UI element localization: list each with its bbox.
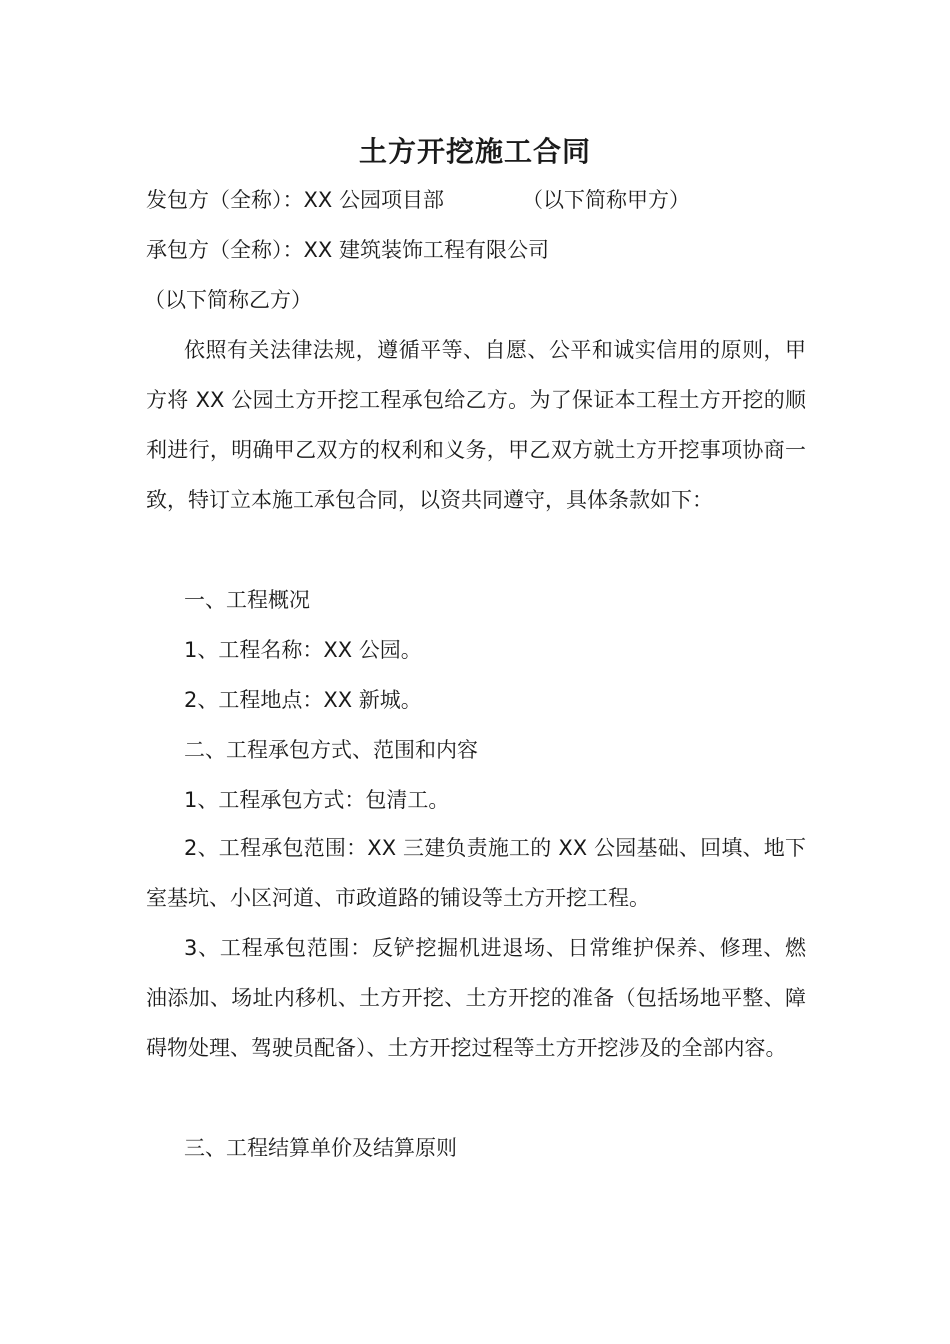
preamble-paragraph: 依照有关法律法规，遵循平等、自愿、公平和诚实信用的原则，甲方将 XX 公园土方开挖工程承包给乙方。为了保证本工程土方开挖的顺利进行，明确甲乙双方的权利和义务，甲乙双方就土方开挖事项协商一致，特订立本施工承包合同，以资共同遵守，具体条款如下： — [146, 338, 806, 512]
section-1-item-2: 2、工程地点：XX 新城。 — [184, 688, 422, 712]
document-title: 土方开挖施工合同 — [358, 135, 591, 168]
section-1-item-1: 1、工程名称：XX 公园。 — [184, 638, 422, 662]
party-a-alias: （以下简称甲方） — [521, 188, 690, 212]
section-2-item-2: 2、工程承包范围：XX 三建负责施工的 XX 公园基础、回填、地下室基坑、小区河道、市政道路的铺设等土方开挖工程。 — [146, 836, 806, 910]
section-3-heading: 三、工程结算单价及结算原则 — [184, 1136, 457, 1160]
section-2-item-1: 1、工程承包方式：包清工。 — [184, 788, 450, 812]
section-2-heading: 二、工程承包方式、范围和内容 — [184, 738, 478, 762]
section-1-heading: 一、工程概况 — [184, 588, 310, 612]
party-b-alias: （以下简称乙方） — [144, 288, 312, 312]
party-b-label: 承包方（全称）：XX 建筑装饰工程有限公司 — [146, 238, 549, 262]
section-2-item-3: 3、工程承包范围：反铲挖掘机进退场、日常维护保养、修理、燃油添加、场址内移机、土方开挖、土方开挖的准备（包括场地平整、障碍物处理、驾驶员配备）、土方开挖过程等土方开挖涉及的全部内容。 — [146, 936, 806, 1060]
party-a-line — [146, 185, 690, 215]
party-a-label: 发包方（全称）：XX 公园项目部 — [146, 188, 444, 212]
